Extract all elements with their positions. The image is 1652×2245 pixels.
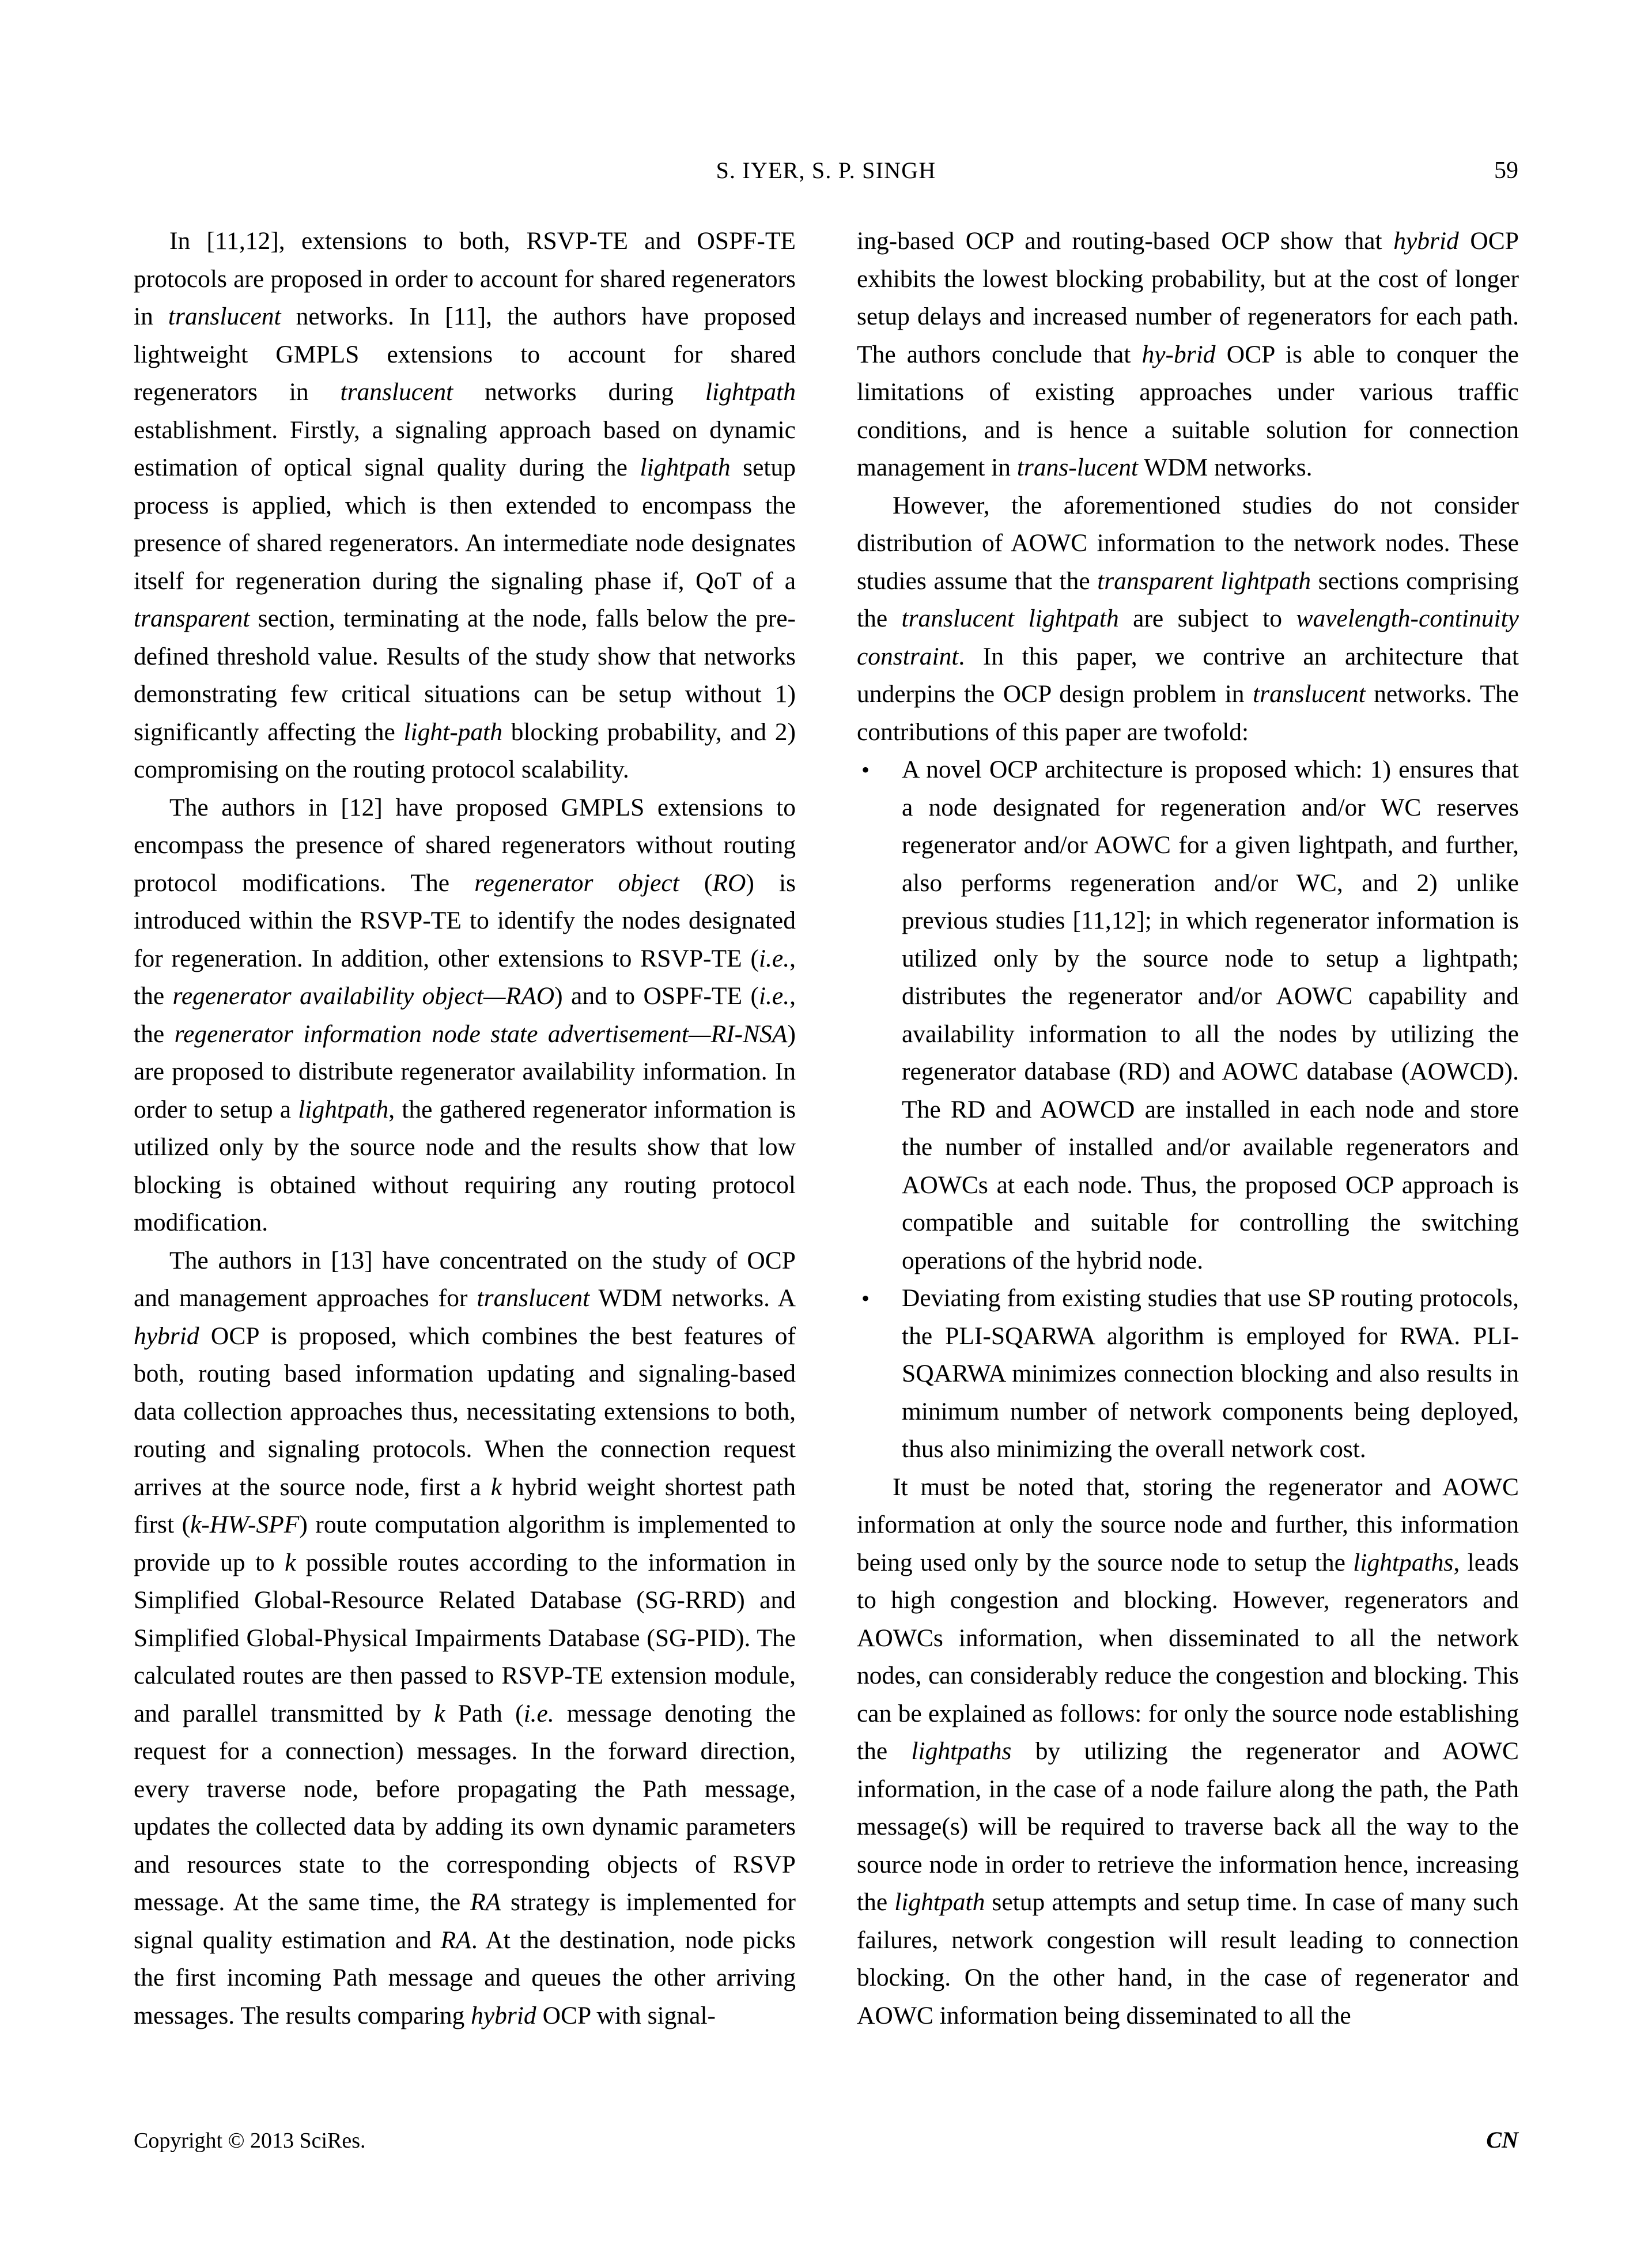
- italic-term-translucent: translucent: [1253, 680, 1366, 708]
- paragraph-intro-references: In [11,12], extensions to both, RSVP-TE and OSPF-TE protocols are proposed in order to account for shared regenerators in translucent networks. In [11], the authors have proposed lightweight GMPLS extensions to account for shared regenerators in translucent networks during lightpath establishment. Firstly, a signaling approach based on dynamic estimation of optical signal quality during the lightpath setup process is applied, which is then extended to encompass the presence of shared regenerators. An intermediate node designates itself for regeneration during the signaling phase if, QoT of a transparent section, terminating at the node, falls below the pre-defined threshold value. Results of the study show that networks demonstrating few critical situations can be setup without 1) significantly affecting the light-path blocking probability, and 2) compromising on the routing protocol scalability.: [134, 227, 796, 783]
- italic-term-k: k: [285, 1548, 296, 1576]
- italic-term-wavelength-continuity: wavelength-continuity constraint: [857, 605, 1519, 670]
- italic-term-transparent-lightpath: transparent lightpath: [1097, 567, 1311, 595]
- italic-term-ra: RA: [440, 1926, 471, 1954]
- list-item-text: Deviating from existing studies that use SP routing protocols, the PLI-SQARWA algorithm is employed for RWA. PLI-SQARWA minimizes connection blocking and also results in minimum number of network components being deployed, thus also minimizing the overall network cost.: [902, 1284, 1519, 1463]
- running-head: [134, 157, 1518, 187]
- italic-term-lightpaths: lightpaths: [911, 1737, 1012, 1765]
- italic-term-ie: i.e.: [758, 982, 790, 1010]
- page-footer: [134, 2126, 1518, 2159]
- italic-term-translucent: trans-lucent: [1016, 454, 1139, 481]
- italic-term-hybrid: hy-brid: [1141, 340, 1216, 368]
- italic-term-translucent: translucent: [477, 1284, 590, 1312]
- italic-term-translucent: translucent: [340, 378, 453, 406]
- italic-term-hybrid: hybrid: [1393, 227, 1459, 255]
- italic-term-ie: i.e.: [758, 944, 790, 972]
- page-number: 59: [1494, 157, 1518, 184]
- list-item: [857, 1280, 1519, 1469]
- italic-term-lightpath: lightpath: [894, 1888, 985, 1916]
- italic-term-regenerator-object: regenerator object: [474, 869, 679, 897]
- italic-term-lightpath: lightpath: [298, 1095, 389, 1123]
- paragraph-text: In [11,12], extensions to both, RSVP-TE and OSPF-TE protocols are proposed in order to account for shared regenerators in: [134, 227, 796, 330]
- running-head-title: S. IYER, S. P. SINGH: [716, 157, 936, 183]
- italic-term-rao: regenerator availability object—RAO: [172, 982, 555, 1010]
- right-column: [857, 222, 1519, 2055]
- italic-term-k: k: [434, 1699, 445, 1727]
- copyright-notice: Copyright © 2013 SciRes.: [134, 2129, 366, 2153]
- journal-abbreviation: CN: [1486, 2127, 1518, 2153]
- italic-term-transparent: transparent: [134, 605, 250, 632]
- bullet-icon: •: [861, 757, 870, 783]
- italic-term-k: k: [490, 1473, 502, 1501]
- italic-term-lightpaths: lightpaths: [1353, 1548, 1454, 1576]
- italic-term-rinsa: regenerator information node state advertisement—RI-NSA: [174, 1020, 788, 1048]
- italic-term-ie: i.e.: [523, 1699, 554, 1727]
- italic-term-lightpath: light-path: [403, 718, 503, 746]
- paragraph-contributions-intro: However, the aforementioned studies do not consider distribution of AOWC information to the network nodes. These studies assume that the transparent lightpath sections comprising the translucent lightpath are subject to wavelength-continuity constraint. In this paper, we contrive an architecture that underpins the OCP design problem in translucent networks. The contributions of this paper are twofold:: [857, 491, 1519, 746]
- paragraph-gmpls-extensions: The authors in [12] have proposed GMPLS extensions to encompass the presence of shared regenerators without routing protocol modifications. The regenerator object (RO) is introduced within the RSVP-TE to identify the nodes designated for regeneration. In addition, other extensions to RSVP-TE (i.e., the regenerator availability object—RAO) and to OSPF-TE (i.e., the regenerator information node state advertisement—RI-NSA) are proposed to distribute regenerator availability information. In order to setup a lightpath, the gathered regenerator information is utilized only by the source node and the results show that low blocking is obtained without requiring any routing protocol modification.: [134, 793, 796, 1236]
- italic-term-hybrid: hybrid: [134, 1322, 199, 1350]
- italic-term-translucent-lightpath: translucent lightpath: [901, 605, 1119, 632]
- italic-term-ra: RA: [470, 1888, 501, 1916]
- paragraph-hybrid-ocp-conclusion: ing-based OCP and routing-based OCP show that hybrid OCP exhibits the lowest blocking probability, but at the cost of longer setup delays and increased number of regenerators for each path. The authors conclude that hy-brid OCP is able to conquer the limitations of existing approaches under various traffic conditions, and is hence a suitable solution for connection management in trans-lucent WDM networks.: [857, 227, 1519, 481]
- italic-term-lightpath: lightpath: [640, 454, 731, 481]
- contributions-list: [857, 751, 1519, 1469]
- italic-term-k-hw-spf: k-HW-SPF: [190, 1511, 300, 1538]
- body-columns: [134, 222, 1519, 2055]
- paragraph-hybrid-ocp-study: The authors in [13] have concentrated on the study of OCP and management approaches for translucent WDM networks. A hybrid OCP is proposed, which combines the best features of both, routing based information updating and signaling-based data collection approaches thus, necessitating extensions to both, routing and signaling protocols. When the connection request arrives at the source node, first a k hybrid weight shortest path first (k-HW-SPF) route computation algorithm is implemented to provide up to k possible routes according to the information in Simplified Global-Resource Related Database (SG-RRD) and Simplified Global-Physical Impairments Database (SG-PID). The calculated routes are then passed to RSVP-TE extension module, and parallel transmitted by k Path (i.e. message denoting the request for a connection) messages. In the forward direction, every traverse node, before propagating the Path message, updates the collected data by adding its own dynamic parameters and resources state to the corresponding objects of RSVP message. At the same time, the RA strategy is implemented for signal quality estimation and RA. At the destination, node picks the first incoming Path message and queues the other arriving messages. The results comparing hybrid OCP with signal-: [134, 1246, 796, 2029]
- paragraph-closing-note: It must be noted that, storing the regenerator and AOWC information at only the source node and further, this information being used only by the source node to setup the lightpaths, leads to high congestion and blocking. However, regenerators and AOWCs information, when disseminated to all the network nodes, can considerably reduce the congestion and blocking. This can be explained as follows: for only the source node establishing the lightpaths by utilizing the regenerator and AOWC information, in the case of a node failure along the path, the Path message(s) will be required to traverse back all the way to the source node in order to retrieve the information hence, increasing the lightpath setup attempts and setup time. In case of many such failures, network congestion will result leading to connection blocking. On the other hand, in the case of regenerator and AOWC information being disseminated to all the: [857, 1473, 1519, 2029]
- italic-term-ro: RO: [712, 869, 746, 897]
- list-item-text: A novel OCP architecture is proposed which: 1) ensures that a node designated for regeneration and/or WC reserves regenerator and/or AOWC for a given lightpath, and further, also performs regeneration and/or WC, and 2) unlike previous studies [11,12]; in which regenerator information is utilized only by the source node to setup a lightpath; distributes the regenerator and/or AOWC capability and availability information to all the nodes by utilizing the regenerator database (RD) and AOWC database (AOWCD). The RD and AOWCD are installed in each node and store the number of installed and/or available regenerators and AOWCs at each node. Thus, the proposed OCP approach is compatible and suitable for controlling the switching operations of the hybrid node.: [902, 756, 1519, 1274]
- italic-term-lightpath: lightpath: [705, 378, 796, 406]
- left-column: [134, 222, 796, 2055]
- italic-term-hybrid: hybrid: [471, 2001, 536, 2029]
- list-item: [857, 751, 1519, 1280]
- bullet-icon: •: [861, 1285, 870, 1311]
- italic-term-translucent: translucent: [168, 303, 281, 330]
